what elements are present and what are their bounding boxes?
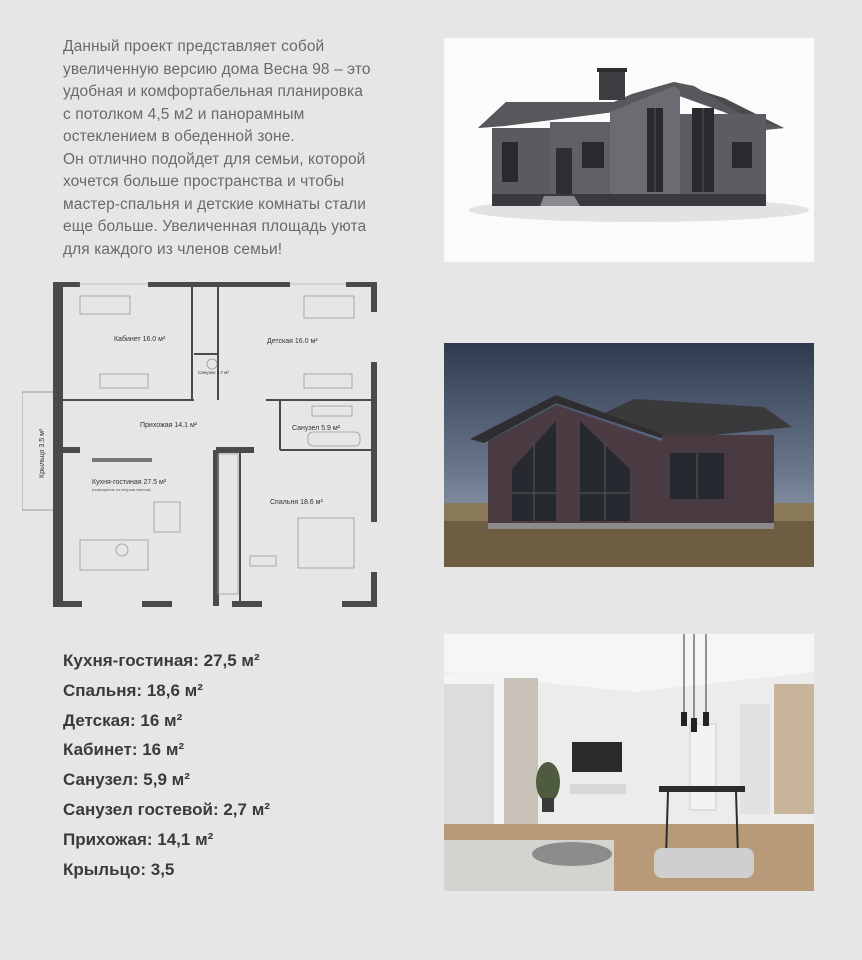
room-label-kitchen: Кухня-гостиная 27.5 м² [92,479,167,486]
area-item: Санузел гостевой: 2,7 м² [63,799,270,819]
description-line: мастер-спальня и детские комнаты стали [63,195,367,213]
interior-photo-image [444,634,814,891]
description-line: удобная и комфортабельная планировка [63,83,363,100]
description-line: с потолком 4,5 м2 и панорамным [63,105,305,123]
area-item: Крыльцо: 3,5 [63,859,175,879]
room-label-hall: Прихожая 14.1 м² [140,422,198,429]
room-label-office: Кабинет 16.0 м² [114,336,166,343]
project-description [63,36,413,261]
porch-label: Крыльцо 3.5 м² [39,428,46,478]
description-line: еще больше. Увеличенная площадь уюта [63,218,367,235]
area-item: Детская: 16 м² [63,710,183,730]
room-label-kitchen-note: (помещение со вторым светом) [92,487,151,492]
area-item: Санузел: 5,9 м² [63,770,190,790]
room-label-kids: Детская 16.0 м² [267,338,318,345]
description-line: хочется больше пространства и чтобы [63,173,345,190]
area-item: Спальня: 18,6 м² [63,680,203,700]
area-item: Кабинет: 16 м² [63,740,185,760]
description-line: для каждого из членов семьи! [63,240,283,258]
house-render-image [444,38,814,262]
room-label-guest-wc: Санузел 2.7 м² [198,370,229,375]
floor-plan [22,282,377,607]
area-item: Прихожая: 14,1 м² [63,829,214,849]
description-line: Данный проект представляет собой [63,38,325,55]
area-list [63,646,270,884]
house-photo-image [444,343,814,567]
description-line: Он отлично подойдет для семьи, которой [63,150,366,168]
description-line: увеличенную версию дома Весна 98 – это [63,60,371,78]
room-label-bathroom: Санузел 5.9 м² [292,425,341,432]
description-line: остеклением в обеденной зоне. [63,128,295,145]
area-item: Кухня-гостиная: 27,5 м² [63,651,260,670]
room-label-bedroom: Спальня 18.6 м² [270,499,323,506]
